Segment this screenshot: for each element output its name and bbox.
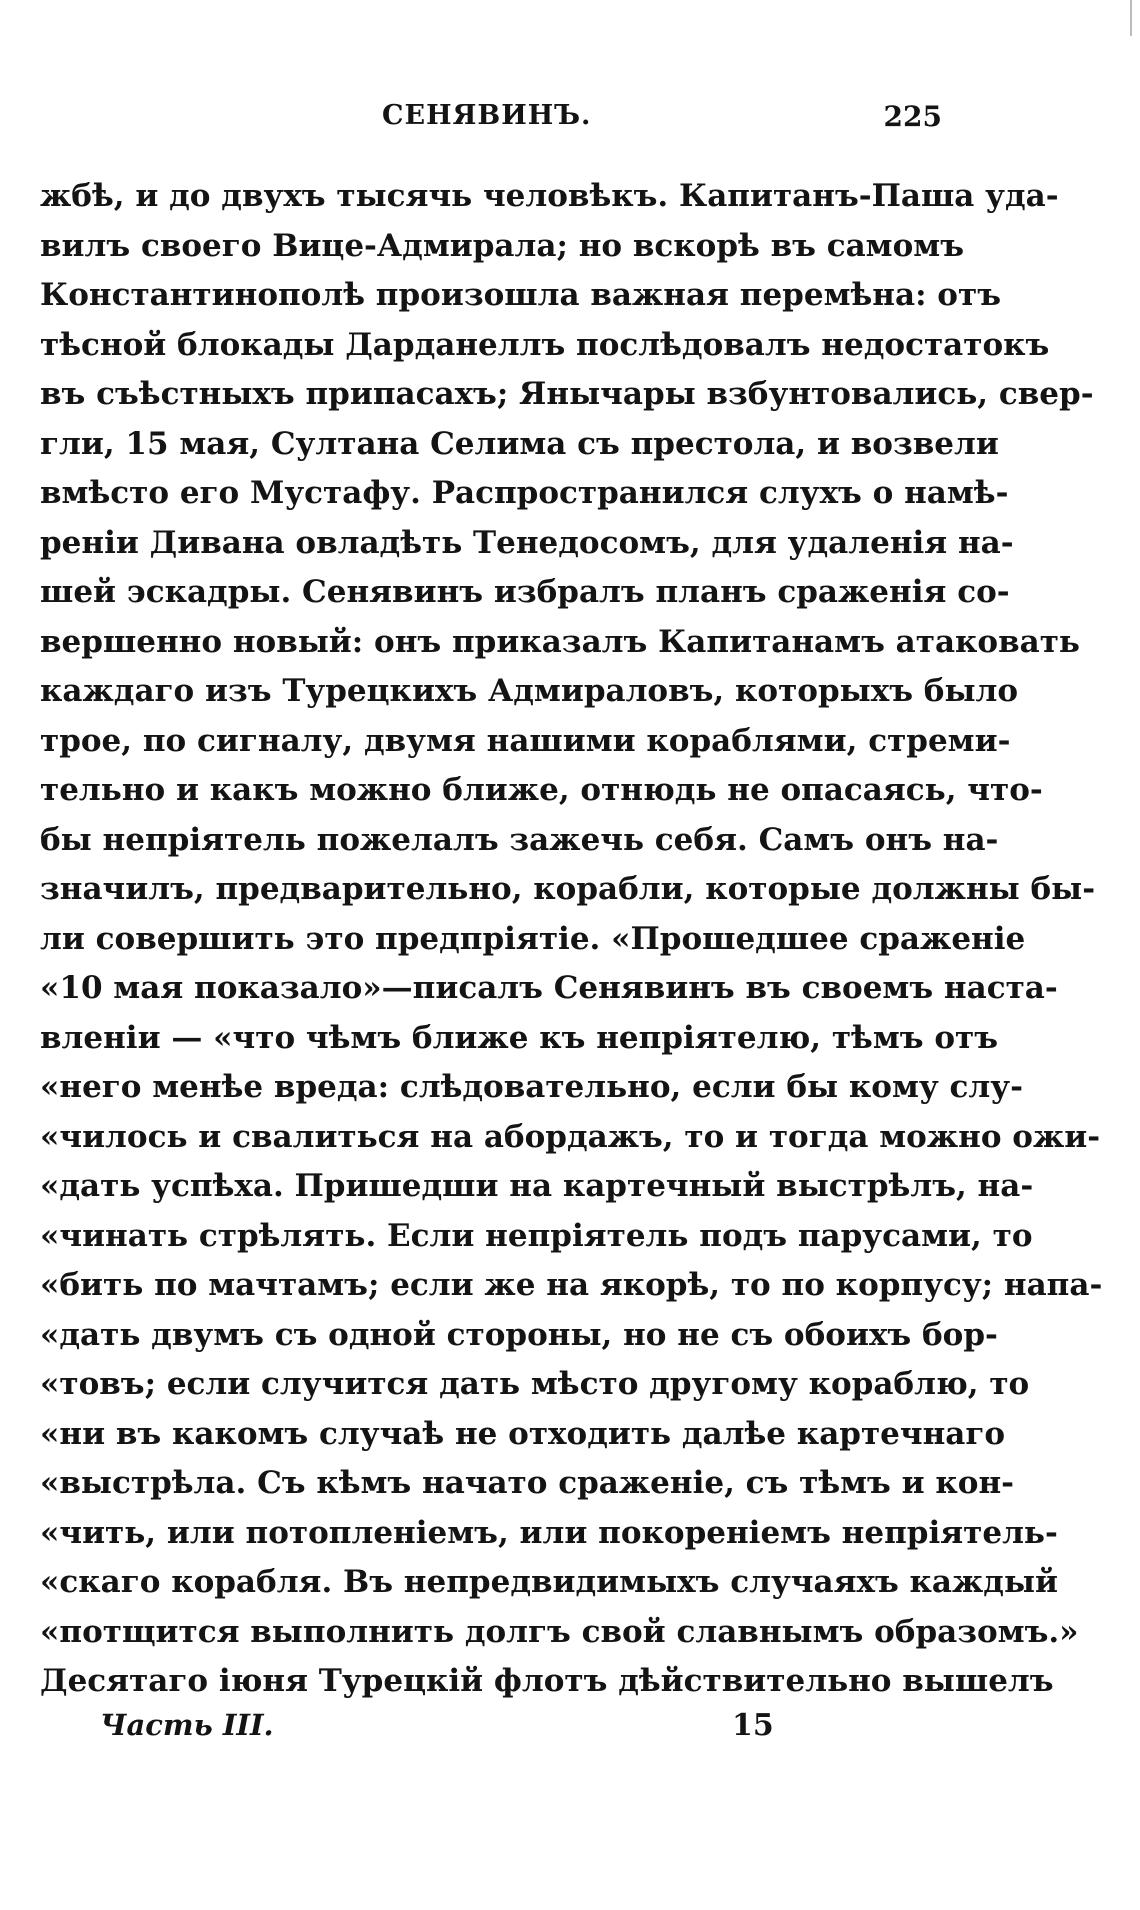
page-edge-mark (1130, 0, 1132, 36)
text-line: реніи Дивана овладѣть Тенедосомъ, для удаленія на- (40, 524, 1014, 561)
body-text (40, 172, 1103, 1707)
text-line: тѣсной блокады Дарданеллъ послѣдовалъ недостатокъ (40, 326, 1050, 363)
running-head: СЕНЯВИНЪ. (382, 100, 592, 131)
text-line: «дать двумъ съ одной стороны, но не съ обоихъ бор- (40, 1316, 998, 1353)
page-footer (100, 1708, 800, 1748)
text-line: «чинать стрѣлять. Если непріятель подъ парусами, то (40, 1217, 1033, 1254)
text-line: вленіи — «что чѣмъ ближе къ непріятелю, тѣмъ отъ (40, 1019, 998, 1056)
text-line: Десятаго іюня Турецкій флотъ дѣйствительно вышелъ (40, 1663, 1054, 1699)
text-line: каждаго изъ Турецкихъ Адмираловъ, которыхъ было (40, 673, 1019, 709)
page-header (382, 100, 942, 140)
sheet-number: 15 (732, 1708, 774, 1743)
text-line: «10 мая показало»—писалъ Сенявинъ въ своемъ наста- (40, 970, 1058, 1006)
text-line: шей эскадры. Сенявинъ избралъ планъ сраженія со- (40, 574, 1010, 610)
text-line: вилъ своего Вице-Адмирала; но вскорѣ въ самомъ (40, 227, 964, 264)
text-line: «потщится выполнить долгъ свой славнымъ образомъ.» (40, 1613, 1079, 1650)
text-line: «бить по мачтамъ; если же на якорѣ, то по корпусу; напа- (40, 1267, 1103, 1303)
text-line: «товъ; если случится дать мѣсто другому кораблю, то (40, 1366, 1030, 1402)
text-line: Константинополѣ произошла важная перемѣна: отъ (40, 277, 1001, 313)
text-line: «скаго корабля. Въ непредвидимыхъ случаяхъ каждый (40, 1564, 1059, 1600)
signature-mark: Часть III. (100, 1708, 274, 1742)
text-line: въ съѣстныхъ припасахъ; Янычары взбунтовались, свер- (40, 376, 1094, 412)
text-line: значилъ, предварительно, корабли, которые должны бы- (40, 871, 1096, 907)
page-number: 225 (883, 100, 942, 133)
text-line: ли совершить это предпріятіе. «Прошедшее сраженіе (40, 920, 1026, 957)
text-line: «ни въ какомъ случаѣ не отходить далѣе картечнаго (40, 1415, 1006, 1452)
text-line: «чить, или потопленіемъ, или покореніемъ непріятель- (40, 1514, 1058, 1551)
text-line: тельно и какъ можно ближе, отнюдь не опасаясь, что- (40, 772, 1043, 808)
text-line: «него менѣе вреда: слѣдовательно, если бы кому слу- (40, 1069, 1023, 1105)
text-line: жбѣ, и до двухъ тысячь человѣкъ. Капитанъ-Паша уда- (40, 178, 1059, 214)
text-line: гли, 15 мая, Султана Селима съ престола, и возвели (40, 425, 999, 462)
text-line: вершенно новый: онъ приказалъ Капитанамъ атаковать (40, 623, 1080, 660)
text-line: «выстрѣла. Съ кѣмъ начато сраженіе, съ тѣмъ и кон- (40, 1465, 1015, 1501)
text-line: трое, по сигналу, двумя нашими кораблями, стреми- (40, 722, 1011, 759)
text-line: вмѣсто его Мустафу. Распространился слухъ о намѣ- (40, 475, 1009, 511)
text-line: «дать успѣха. Пришедши на картечный выстрѣлъ, на- (40, 1168, 1034, 1204)
text-line: «чилось и свалиться на абордажъ, то и тогда можно ожи- (40, 1118, 1101, 1155)
text-line: бы непріятель пожелалъ зажечь себя. Самъ онъ на- (40, 821, 999, 858)
